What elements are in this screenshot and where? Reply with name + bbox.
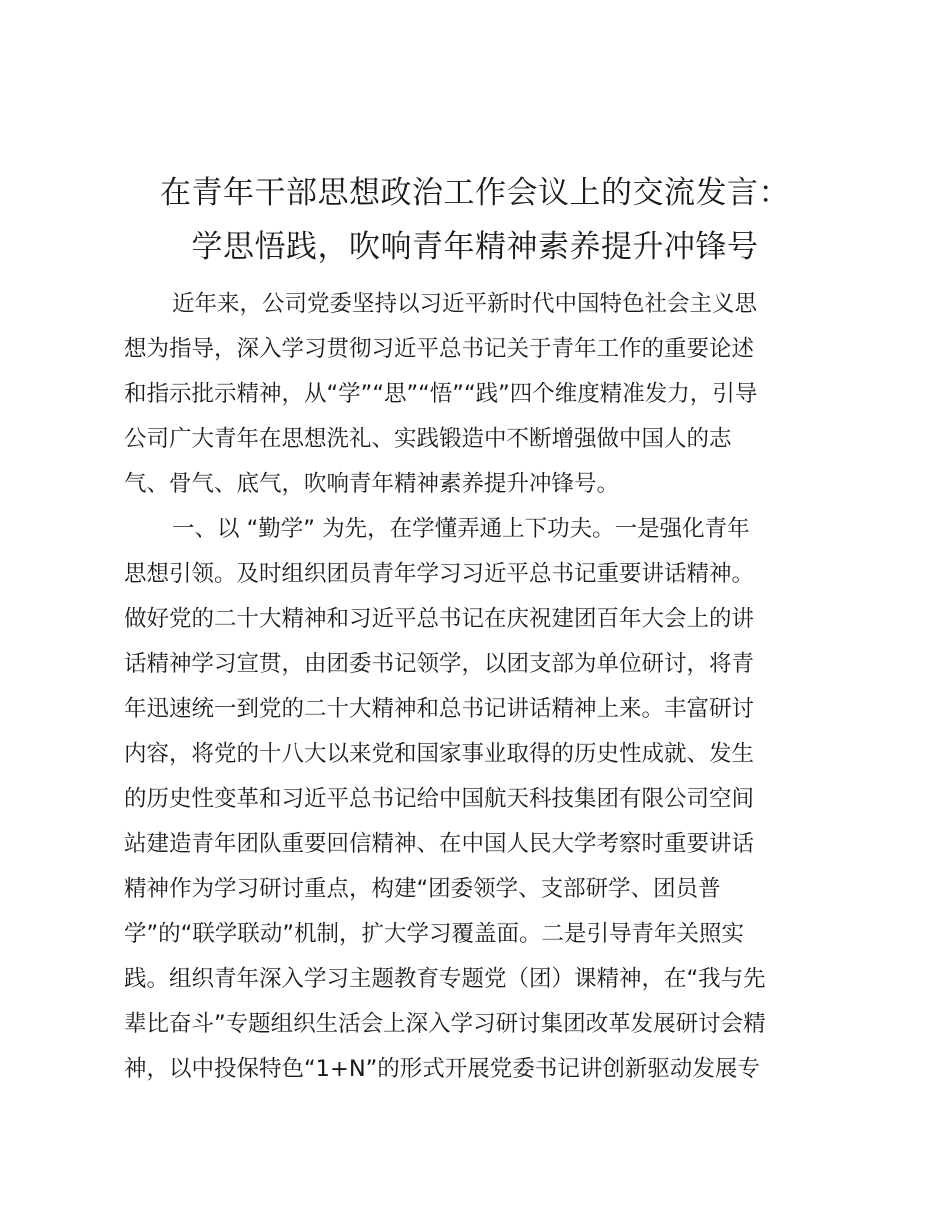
title-line-2: 学思悟践，吹响青年精神素养提升冲锋号 xyxy=(191,229,759,265)
paragraph-line: 的历史性变革和习近平总书记给中国航天科技集团有限公司空间 xyxy=(124,786,755,812)
paragraph-line: 想为指导，深入学习贯彻习近平总书记关于青年工作的重要论述 xyxy=(124,336,755,362)
paragraph-line: 年迅速统一到党的二十大精神和总书记讲话精神上来。丰富研讨 xyxy=(124,696,755,722)
paragraph-line: 气、骨气、底气，吹响青年精神素养提升冲锋号。 xyxy=(124,471,620,497)
document-body xyxy=(124,282,834,1092)
paragraph-line: 做好党的二十大精神和习近平总书记在庆祝建团百年大会上的讲 xyxy=(124,606,755,632)
paragraph-line: 内容，将党的十八大以来党和国家事业取得的历史性成就、发生 xyxy=(124,741,755,767)
paragraph-line: 精神作为学习研讨重点，构建“团委领学、支部研学、团员普 xyxy=(124,876,721,902)
paragraph-2 xyxy=(124,507,834,1092)
paragraph-1 xyxy=(124,282,834,507)
title-line-1: 在青年干部思想政治工作会议上的交流发言： xyxy=(160,175,790,211)
paragraph-line: 和指示批示精神，从“学”“思”“悟”“践”四个维度精准发力，引导 xyxy=(124,381,758,407)
paragraph-line: 神，以中投保特色“1+N”的形式开展党委书记讲创新驱动发展专 xyxy=(124,1056,760,1082)
paragraph-line: 践。组织青年深入学习主题教育专题党（团）课精神，在“我与先 xyxy=(124,966,766,992)
paragraph-line: 话精神学习宣贯，由团委书记领学，以团支部为单位研讨，将青 xyxy=(124,651,755,677)
paragraph-line: 辈比奋斗”专题组织生活会上深入学习研讨集团改革发展研讨会精 xyxy=(124,1011,766,1037)
paragraph-line: 一、以 “勤学” 为先，在学懂弄通上下功夫。一是强化青年 xyxy=(172,516,750,542)
paragraph-line: 思想引领。及时组织团员青年学习习近平总书记重要讲话精神。 xyxy=(124,561,755,587)
paragraph-line: 学”的“联学联动”机制，扩大学习覆盖面。二是引导青年关照实 xyxy=(124,921,744,947)
paragraph-line: 公司广大青年在思想洗礼、实践锻造中不断增强做中国人的志 xyxy=(124,426,732,452)
paragraph-line: 站建造青年团队重要回信精神、在中国人民大学考察时重要讲话 xyxy=(124,831,755,857)
paragraph-line: 近年来，公司党委坚持以习近平新时代中国特色社会主义思 xyxy=(172,291,758,317)
document-title xyxy=(100,166,850,274)
